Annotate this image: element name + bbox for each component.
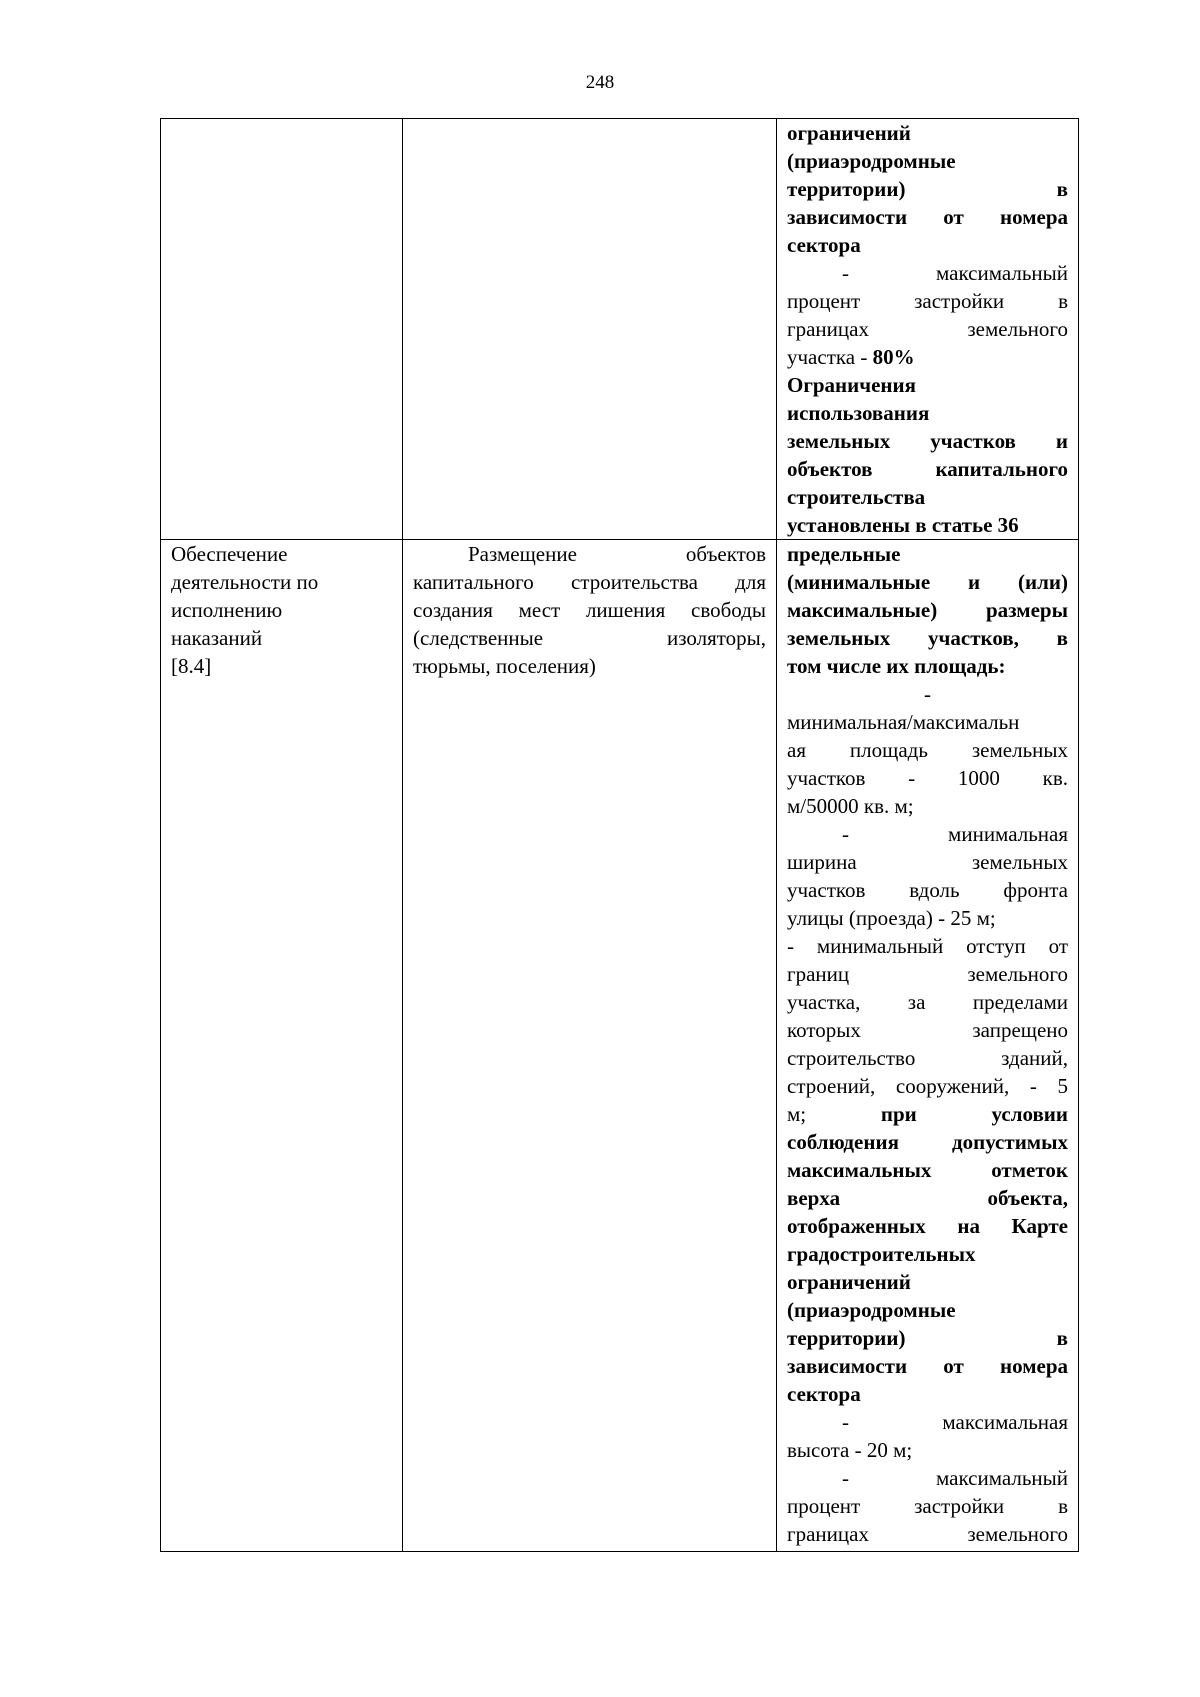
text-line [787,175,1068,203]
text-line-content: - максимальный [842,1466,1068,1490]
text-line [787,1016,1068,1044]
text-line [171,624,392,652]
text-line-content: - минимальная [842,822,1068,846]
text-line-content: (следственные изоляторы, [413,626,766,650]
text-line-content: которых запрещено [787,1018,1068,1042]
text-line [413,596,766,624]
page-number: 248 [585,72,615,93]
text-line [787,511,1068,539]
text-line [787,259,1068,287]
text-line [787,1296,1068,1324]
text-line [787,1324,1068,1352]
text-line [787,1212,1068,1240]
text-line-content: соблюдения допустимых [787,1130,1068,1154]
text-line-content: установлены в статье 36 [787,513,1019,537]
text-line [787,287,1068,315]
text-line-content: участков вдоль фронта [787,878,1068,902]
column-3-cell [777,119,1079,540]
text-line-content: капитального строительства для [413,570,766,594]
text-line [787,764,1068,792]
text-line-content: отображенных на Карте [787,1214,1068,1238]
text-line-content: - [924,682,931,706]
text-line [787,988,1068,1016]
text-line-content: [8.4] [171,654,212,678]
text-line-content: ограничений [787,1270,911,1294]
text-line-content: использования [787,401,930,425]
text-line [787,203,1068,231]
text-line-content: зависимости от номера [787,205,1068,229]
text-line-content: максимальных отметок [787,1158,1068,1182]
text-line [787,1184,1068,1212]
text-line [787,455,1068,483]
text-line [171,652,392,680]
column-1-cell [161,540,403,1552]
text-line-content: сектора [787,233,861,257]
text-line-content: объектов капитального [787,457,1068,481]
text-line [787,315,1068,343]
text-line [787,1408,1068,1436]
text-line-content: (приаэродромные [787,149,956,173]
text-line [787,624,1068,652]
text-line-content: - максимальный [842,261,1068,285]
text-line-content: - минимальный отступ от [787,934,1068,958]
text-line-content: участка, за пределами [787,990,1068,1014]
text-line [787,652,1068,680]
table-row [161,119,1079,540]
text-line [787,119,1068,147]
text-line [787,399,1068,427]
text-line-content: процент застройки в [787,1494,1068,1518]
text-line-content: ширина земельных [787,850,1068,874]
text-line [171,568,392,596]
text-line-content: градостроительных [787,1242,976,1266]
text-line [787,1380,1068,1408]
text-line-content: границах земельного [787,317,1068,341]
text-line [787,540,1068,568]
text-line-content: высота - 20 м; [787,1438,913,1462]
text-line-content: границах земельного [787,1522,1068,1546]
text-line-content: минимальная/максимальн [787,710,1020,734]
text-line-content: создания мест лишения свободы [413,598,766,622]
text-line-content: территории) в [787,177,1068,201]
column-3-cell [777,540,1079,1552]
text-line [413,568,766,596]
text-line-content: зависимости от номера [787,1354,1068,1378]
text-line-content: наказаний [171,626,263,650]
text-line-content: сектора [787,1382,861,1406]
text-line-content: верха объекта, [787,1186,1068,1210]
text-line-content: деятельности по [171,570,319,594]
text-line-content: улицы (проезда) - 25 м; [787,906,996,930]
column-2-cell [403,119,777,540]
text-line [787,792,1068,820]
text-line [171,596,392,624]
text-line [413,652,766,680]
text-line-content: строений, сооружений, - 5 [787,1074,1068,1098]
text-line [787,708,1068,736]
text-line-content: Размещение объектов [468,542,766,566]
text-line [787,1100,1068,1128]
text-line-content: - максимальная [842,1410,1068,1434]
table-row [161,540,1079,1552]
text-line [413,624,766,652]
text-line-content: процент застройки в [787,289,1068,313]
text-line [787,680,1068,708]
text-line [787,427,1068,455]
text-line [787,1268,1068,1296]
text-line-content: Ограничения [787,373,916,397]
text-line [787,596,1068,624]
text-line [787,1240,1068,1268]
land-use-table [160,118,1079,1552]
text-line-content: м/50000 кв. м; [787,794,914,818]
text-line-content: ая площадь земельных [787,738,1068,762]
table-body [161,119,1079,1552]
text-line [787,1520,1068,1548]
text-line [787,1352,1068,1380]
column-1-cell [161,119,403,540]
text-line-content: земельных участков, в [787,626,1068,650]
text-line [787,932,1068,960]
text-line [787,1492,1068,1520]
text-line [787,960,1068,988]
text-line [787,1072,1068,1100]
text-line-bold-tail: при условии [880,1102,1069,1126]
text-line-content: (минимальные и (или) [787,570,1068,594]
text-line [787,1044,1068,1072]
text-line [787,1436,1068,1464]
text-line [787,371,1068,399]
text-line-content: (приаэродромные [787,1298,956,1322]
text-line [787,820,1068,848]
text-line-content: тюрьмы, поселения) [413,654,596,678]
text-line [787,904,1068,932]
text-line [787,848,1068,876]
text-line [787,568,1068,596]
text-line-content: максимальные) размеры [787,598,1068,622]
text-line-bold-tail: 80% [872,345,915,369]
text-line-content: строительства [787,485,926,509]
text-line [787,343,1068,371]
text-line [787,1128,1068,1156]
text-line-content: м; [787,1102,881,1126]
text-line [413,540,766,568]
column-2-cell [403,540,777,1552]
text-line-content: территории) в [787,1326,1068,1350]
text-line-content: земельных участков и [787,429,1068,453]
text-line [787,736,1068,764]
text-line [787,1464,1068,1492]
text-line-content: ограничений [787,121,911,145]
text-line [171,540,392,568]
text-line-content: исполнению [171,598,283,622]
text-line-content: строительство зданий, [787,1046,1068,1070]
text-line-content: том числе их площадь: [787,654,1006,678]
text-line-content: участков - 1000 кв. [787,766,1068,790]
text-line [787,231,1068,259]
text-line [787,483,1068,511]
text-line [787,147,1068,175]
text-line [787,876,1068,904]
text-line-content: предельные [787,542,901,566]
text-line [787,1156,1068,1184]
text-line-content: Обеспечение [171,542,288,566]
text-line-content: участка - [787,345,873,369]
text-line-content: границ земельного [787,962,1068,986]
